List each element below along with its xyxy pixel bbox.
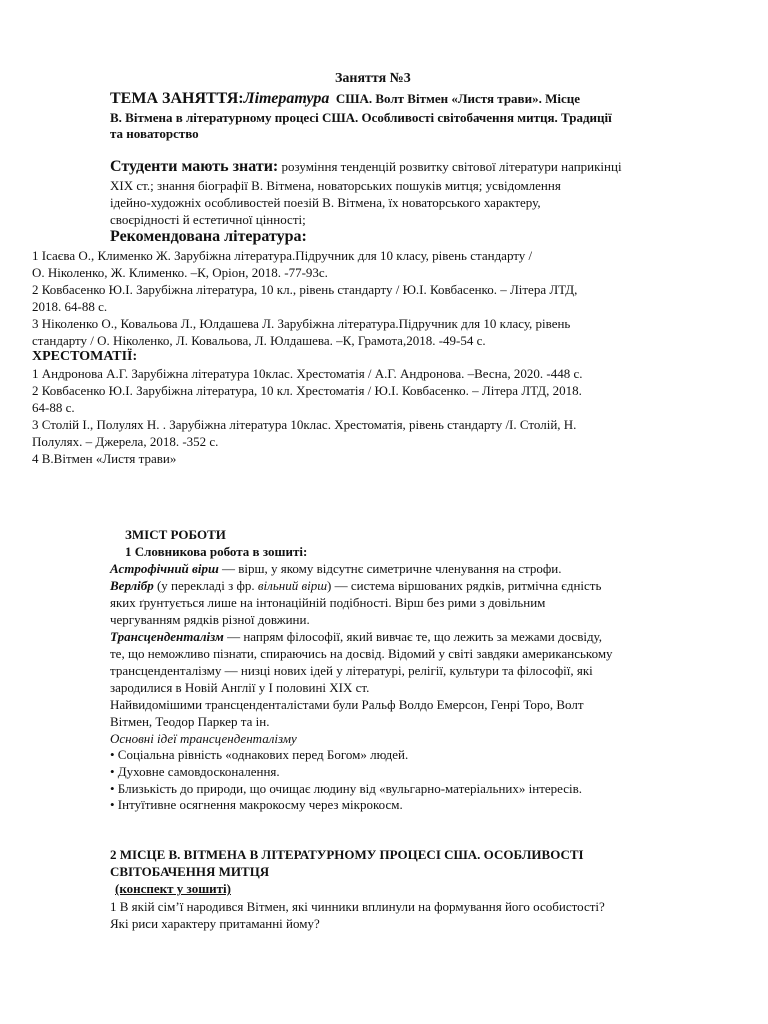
students-heading: Студенти мають знати:: [110, 158, 279, 175]
anthology-line: 3 Столій І., Полулях Н. . Зарубіжна література 10клас. Хрестоматія, рівень стандарту /І. Столій, Н.: [32, 417, 577, 432]
recommended-heading: Рекомендована література:: [110, 228, 307, 245]
recommended-line: 2018. 64-88 с.: [32, 299, 108, 314]
students-line-4: своєрідності й естетичної цінності;: [110, 212, 306, 227]
recommended-line: 1 Ісаєва О., Клименко Ж. Зарубіжна література.Підручник для 10 класу, рівень стандарту /: [32, 248, 533, 263]
idea-item: • Інтуїтивне осягнення макрокосму через мікрокосм.: [110, 797, 403, 812]
topic-rest: США. Волт Вітмен «Листя трави». Місце: [335, 91, 580, 106]
topic-label: ТЕМА ЗАНЯТТЯ:: [110, 90, 244, 107]
anthology-line: 64-88 с.: [32, 400, 75, 415]
topic-line-2: В. Вітмена в літературному процесі США. Особливості світобачення митця. Традиції: [110, 110, 612, 125]
recommended-line: 3 Ніколенко О., Ковальова Л., Юлдашева Л. Зарубіжна література.Підручник для 10 класу, рівень: [32, 316, 571, 331]
work-heading: ЗМІСТ РОБОТИ: [125, 527, 226, 542]
anthology-line: 4 В.Вітмен «Листя трави»: [32, 451, 177, 466]
term-verlibr-text: (у перекладі з фр.: [153, 578, 258, 593]
term-transcendentalism-line-2: те, що неможливо пізнати, спираючись на досвід. Відомий у світі завдяки американському: [110, 646, 613, 661]
section2-heading-line-2: СВІТОБАЧЕННЯ МИТЦЯ: [110, 864, 270, 879]
ideas-heading: Основні ідеї трансценденталізму: [110, 731, 297, 746]
term-astrophic-name: Астрофічний вірш: [110, 561, 219, 576]
topic-line-3: та новаторство: [110, 126, 199, 141]
students-text: розуміння тенденцій розвитку світової літератури наприкінці: [278, 159, 622, 174]
anthologies-heading: ХРЕСТОМАТІЇ:: [32, 349, 138, 364]
term-verlibr: [110, 577, 601, 594]
term-transcendentalism-name: Трансценденталізм: [110, 629, 224, 644]
term-transcendentalism-line-4: зародилися в Новій Англії у І половині ХІХ ст.: [110, 680, 370, 695]
term-astrophic-definition: — вірш, у якому відсутнє симетричне членування на строфи.: [218, 561, 562, 576]
term-verlibr-name: Верлібр: [110, 578, 154, 593]
anthology-line: Полулях. – Джерела, 2018. -352 с.: [32, 434, 219, 449]
students-line-3: ідейно-художніх особливостей поезій В. Вітмена, їх новаторського характеру,: [110, 195, 541, 210]
topic-line-1: [110, 90, 580, 107]
recommended-line: 2 Ковбасенко Ю.І. Зарубіжна література, 10 кл., рівень стандарту / Ю.І. Ковбасенко. – Літера ЛТД,: [32, 282, 578, 297]
transcendentalists-line-1: Найвидомішими трансценденталістами були Ральф Волдо Емерсон, Генрі Торо, Волт: [110, 697, 584, 712]
idea-item: • Духовне самовдосконалення.: [110, 764, 280, 779]
students-line-1: [110, 158, 622, 175]
students-line-2: ХІХ ст.; знання біографії В. Вітмена, новаторських пошуків митця; усвідомлення: [110, 178, 561, 193]
idea-item: • Соціальна рівність «однакових перед Богом» людей.: [110, 747, 409, 762]
anthology-line: 2 Ковбасенко Ю.І. Зарубіжна література, 10 кл. Хрестоматія / Ю.І. Ковбасенко. – Літера ЛТД, 2018.: [32, 383, 582, 398]
topic-subject: Література: [243, 90, 330, 107]
term-transcendentalism-line-3: трансценденталізму — низці нових ідей у літературі, релігії, культури та філософії, які: [110, 663, 593, 678]
section2-note: (конспект у зошиті): [115, 881, 231, 896]
term-verlibr-definition: ) — система віршованих рядків, ритмічна єдність: [327, 578, 602, 593]
term-astrophic: [110, 560, 561, 577]
question-1-line-2: Які риси характеру притаманні йому?: [110, 916, 320, 931]
anthology-line: 1 Андронова А.Г. Зарубіжна література 10клас. Хрестоматія / А.Г. Андронова. –Весна, 2020. -448 с.: [32, 366, 583, 381]
transcendentalists-line-2: Вітмен, Теодор Паркер та ін.: [110, 714, 270, 729]
term-verlibr-line-3: чергуванням рядків різної довжини.: [110, 612, 310, 627]
term-transcendentalism-definition: — напрям філософії, який вивчає те, що лежить за межами досвіду,: [223, 629, 603, 644]
recommended-line: О. Ніколенко, Ж. Клименко. –К, Оріон, 2018. -77-93с.: [32, 265, 328, 280]
idea-item: • Близькість до природи, що очищає людину від «вульгарно-матеріальних» інтересів.: [110, 781, 583, 796]
lesson-title: Заняття №3: [335, 71, 411, 86]
term-verlibr-translation: вільний вірш: [257, 578, 328, 593]
term-transcendentalism: [110, 628, 602, 645]
section2-heading-line-1: 2 МІСЦЕ В. ВІТМЕНА В ЛІТЕРАТУРНОМУ ПРОЦЕСІ США. ОСОБЛИВОСТІ: [110, 847, 584, 862]
term-verlibr-line-2: яких ґрунтується лише на інтонаційній подібності. Вірш без рими з довільним: [110, 595, 546, 610]
question-1-line-1: 1 В якій сім’ї народився Вітмен, які чинники вплинули на формування його особистості?: [110, 899, 605, 914]
recommended-line: стандарту / О. Ніколенко, Л. Ковальова, Л. Юлдашева. –К, Грамота,2018. -49-54 с.: [32, 333, 486, 348]
vocabulary-subheading: 1 Словникова робота в зошиті:: [125, 544, 308, 559]
